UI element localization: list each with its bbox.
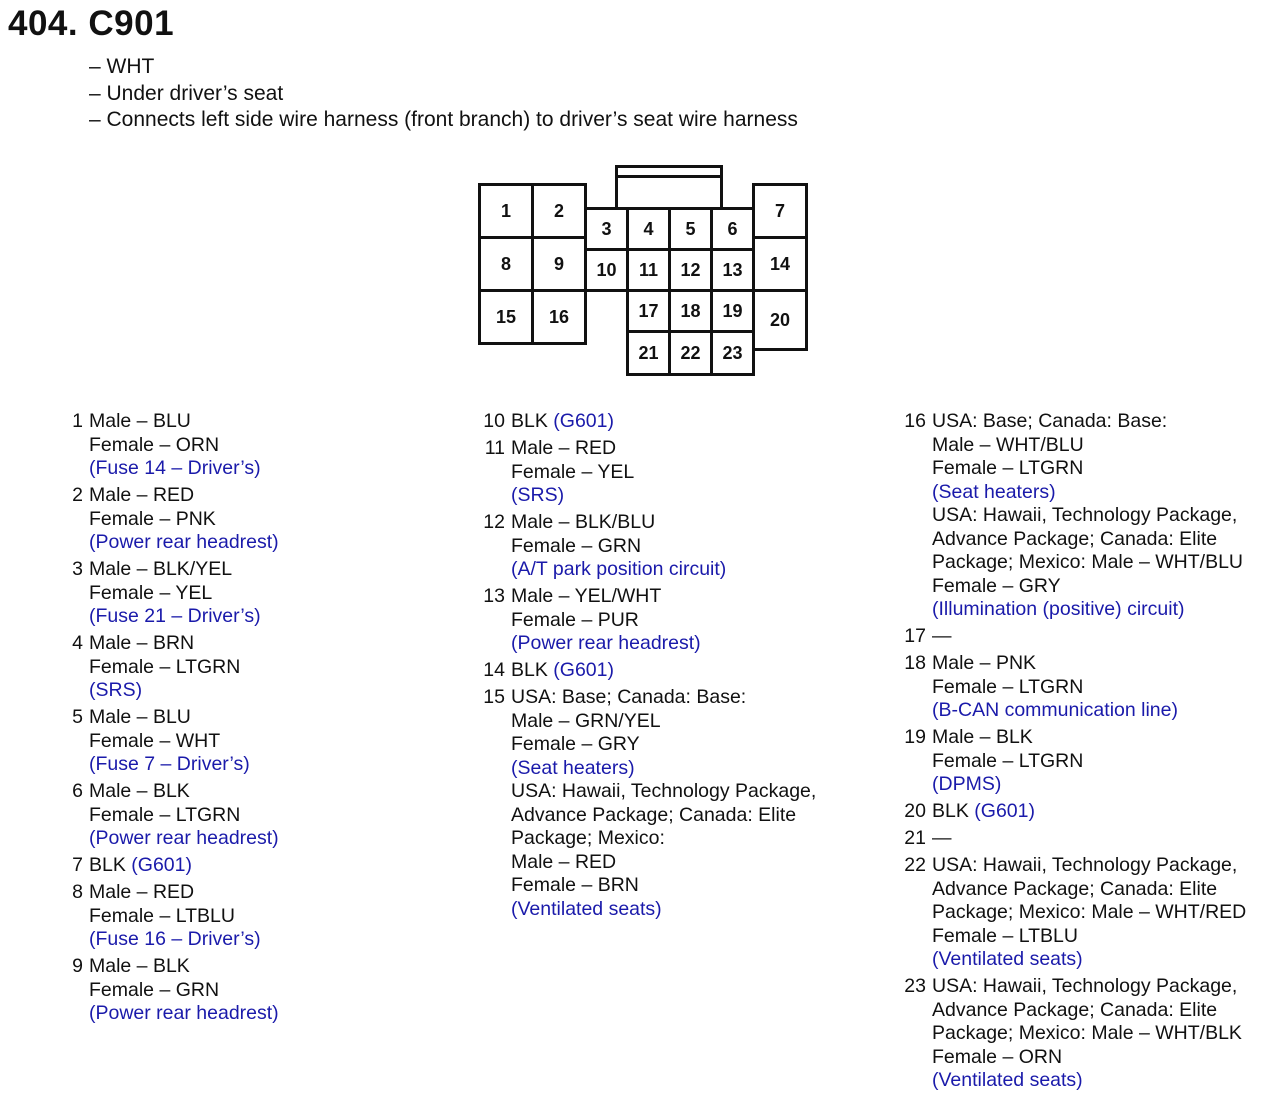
wire-color: — <box>932 827 952 849</box>
pin-entry-12 <box>474 511 816 582</box>
pin-number: 6 <box>72 780 83 802</box>
connector-latch <box>615 165 723 211</box>
wire-line: Male – RED <box>89 484 195 506</box>
wire-line: Female – GRN <box>511 534 642 557</box>
pin-entry-5 <box>62 706 279 777</box>
pin-number: 14 <box>483 659 505 681</box>
pin-number: 8 <box>72 881 83 903</box>
pin-number: 5 <box>72 706 83 728</box>
pin-description <box>89 706 250 777</box>
circuit-reference: (Seat heaters) <box>511 756 635 779</box>
wire-line: Advance Package; Canada: Elite <box>932 527 1218 550</box>
circuit-reference: (Ventilated seats) <box>932 1069 1083 1091</box>
circuit-reference: (Power rear headrest) <box>89 1002 279 1024</box>
wire-line: Female – ORN <box>89 433 220 456</box>
pin-cell-14: 14 <box>752 236 808 292</box>
wire-line: Male – BRN <box>89 632 195 654</box>
wire-line: Male – BLK/YEL <box>89 558 233 580</box>
pin-description <box>89 881 261 952</box>
wire-line: Male – GRN/YEL <box>511 709 661 732</box>
pin-cell-22: 22 <box>668 330 713 376</box>
detail-connects: – Connects left side wire harness (front branch) to driver’s seat wire harness <box>89 108 798 131</box>
pin-entry-4 <box>62 632 279 703</box>
pin-list-right <box>895 410 1246 1096</box>
wire-line: Female – LTGRN <box>89 655 241 678</box>
page-title <box>8 4 174 44</box>
wire-line: USA: Hawaii, Technology Package, <box>932 504 1238 526</box>
pin-entry-21 <box>895 827 1246 851</box>
detail-color: – WHT <box>89 55 155 78</box>
pin-number: 22 <box>904 854 926 876</box>
wire-color: BLK <box>89 854 126 876</box>
wire-line: Female – PNK <box>89 507 216 530</box>
wire-line: Female – ORN <box>932 1045 1063 1068</box>
pin-cell-6: 6 <box>710 207 755 251</box>
pin-cell-3: 3 <box>584 207 629 251</box>
pin-description <box>932 410 1243 622</box>
wire-color: BLK <box>511 410 548 432</box>
wire-line: Advance Package; Canada: Elite <box>932 998 1218 1021</box>
pin-number: 12 <box>483 511 505 533</box>
circuit-reference: (DPMS) <box>932 773 1002 795</box>
wire-line: USA: Hawaii, Technology Package, <box>511 780 817 802</box>
connector-id: C901 <box>88 4 175 43</box>
pin-entry-18 <box>895 652 1246 723</box>
circuit-reference: (SRS) <box>89 679 143 701</box>
pin-cell-8: 8 <box>478 236 534 292</box>
pin-entry-9 <box>62 955 279 1026</box>
pin-entry-1 <box>62 410 279 481</box>
pin-inline-line <box>932 800 1035 824</box>
circuit-reference: (Fuse 21 – Driver’s) <box>89 605 261 627</box>
circuit-reference: (Fuse 16 – Driver’s) <box>89 928 261 950</box>
pin-cell-15: 15 <box>478 289 534 345</box>
pin-description <box>511 686 816 921</box>
circuit-reference: (Fuse 14 – Driver’s) <box>89 457 261 479</box>
pin-entry-7 <box>62 854 279 878</box>
wire-color: BLK <box>932 800 969 822</box>
circuit-reference: (Illumination (positive) circuit) <box>932 598 1185 620</box>
pin-number: 4 <box>72 632 83 654</box>
pin-entry-14 <box>474 659 816 683</box>
pin-list-middle <box>474 410 816 925</box>
pin-number: 17 <box>904 625 926 647</box>
pin-number: 1 <box>72 410 83 432</box>
pin-inline-line <box>89 854 192 878</box>
pin-inline-line <box>932 827 952 851</box>
pin-description <box>89 854 192 878</box>
connector-diagram <box>478 165 810 379</box>
pin-number: 15 <box>483 686 505 708</box>
pin-entry-23 <box>895 975 1246 1093</box>
ground-reference: (G601) <box>553 410 614 432</box>
pin-list-left <box>62 410 279 1029</box>
pin-number: 21 <box>904 827 926 849</box>
wire-line: USA: Base; Canada: Base: <box>932 410 1168 432</box>
pin-number: 7 <box>72 854 83 876</box>
wire-line: Package; Mexico: Male – WHT/BLU <box>932 551 1244 573</box>
pin-entry-13 <box>474 585 816 656</box>
pin-entry-22 <box>895 854 1246 972</box>
pin-description <box>932 854 1246 972</box>
circuit-reference: (Ventilated seats) <box>511 897 662 920</box>
wire-line: Female – GRN <box>89 978 220 1001</box>
pin-cell-1: 1 <box>478 183 534 239</box>
detail-location: – Under driver’s seat <box>89 81 284 105</box>
circuit-reference: (Power rear headrest) <box>511 632 701 654</box>
wire-line: Male – YEL/WHT <box>511 585 662 607</box>
circuit-reference: (A/T park position circuit) <box>511 558 727 580</box>
pin-cell-7: 7 <box>752 183 808 239</box>
pin-number: 23 <box>904 975 926 997</box>
pin-description <box>511 437 634 508</box>
wire-line: Female – GRY <box>511 733 640 755</box>
pin-entry-8 <box>62 881 279 952</box>
pin-description <box>932 625 952 649</box>
pin-number: 13 <box>483 585 505 607</box>
circuit-reference: (SRS) <box>511 484 565 506</box>
pin-description <box>89 955 279 1026</box>
wire-line: Male – PNK <box>932 652 1037 674</box>
wire-line: Female – YEL <box>511 460 635 483</box>
circuit-reference: (Fuse 7 – Driver’s) <box>89 753 250 775</box>
pin-description <box>932 652 1178 723</box>
pin-entry-17 <box>895 625 1246 649</box>
pin-description <box>932 827 952 851</box>
circuit-reference: (Power rear headrest) <box>89 827 279 849</box>
wire-line: USA: Hawaii, Technology Package, <box>932 854 1238 876</box>
wire-line: Advance Package; Canada: Elite <box>932 877 1218 900</box>
wire-line: Male – RED <box>511 850 617 873</box>
pin-number: 3 <box>72 558 83 580</box>
pin-description <box>511 585 701 656</box>
pin-description <box>511 659 614 683</box>
pin-description <box>89 410 261 481</box>
wire-line: Package; Mexico: Male – WHT/BLK <box>932 1022 1242 1044</box>
pin-entry-10 <box>474 410 816 434</box>
wire-line: Male – BLK/BLU <box>511 511 656 533</box>
ground-reference: (G601) <box>974 800 1035 822</box>
pin-entry-11 <box>474 437 816 508</box>
circuit-reference: (B-CAN communication line) <box>932 699 1178 721</box>
pin-description <box>89 632 240 703</box>
ground-reference: (G601) <box>553 659 614 681</box>
wire-line: Male – RED <box>89 881 195 903</box>
pin-entry-20 <box>895 800 1246 824</box>
wire-line: Female – LTGRN <box>932 749 1084 772</box>
pin-entry-3 <box>62 558 279 629</box>
pin-number: 10 <box>483 410 505 432</box>
pin-cell-21: 21 <box>626 330 671 376</box>
wire-line: Package; Mexico: <box>511 827 665 849</box>
wire-line: Female – BRN <box>511 874 639 896</box>
pin-cell-13: 13 <box>710 248 755 292</box>
wire-line: Female – LTBLU <box>89 904 235 927</box>
wire-line: USA: Base; Canada: Base: <box>511 686 747 708</box>
pin-cell-10: 10 <box>584 248 629 292</box>
pin-entry-2 <box>62 484 279 555</box>
pin-cell-2: 2 <box>531 183 587 239</box>
pin-entry-19 <box>895 726 1246 797</box>
wire-color: — <box>932 625 952 647</box>
pin-cell-20: 20 <box>752 289 808 351</box>
wire-line: Male – RED <box>511 437 617 459</box>
wire-line: Package; Mexico: Male – WHT/RED <box>932 901 1247 923</box>
pin-description <box>89 558 261 629</box>
wire-line: Female – WHT <box>89 729 221 752</box>
pin-description <box>89 484 279 555</box>
wire-line: Male – BLK <box>932 726 1033 748</box>
connector-latch-line <box>618 175 720 178</box>
ground-reference: (G601) <box>131 854 192 876</box>
pin-cell-18: 18 <box>668 289 713 333</box>
pin-description <box>932 726 1083 797</box>
pin-description <box>511 410 614 434</box>
pin-description <box>511 511 726 582</box>
wire-line: USA: Hawaii, Technology Package, <box>932 975 1238 997</box>
pin-number: 18 <box>904 652 926 674</box>
pin-cell-9: 9 <box>531 236 587 292</box>
pin-description <box>89 780 279 851</box>
pin-cell-16: 16 <box>531 289 587 345</box>
pin-number: 2 <box>72 484 83 506</box>
pin-cell-23: 23 <box>710 330 755 376</box>
wire-line: Female – LTGRN <box>932 457 1084 479</box>
pin-number: 16 <box>904 410 926 432</box>
wire-line: Male – WHT/BLU <box>932 433 1084 456</box>
circuit-reference: (Ventilated seats) <box>932 948 1083 970</box>
wire-line: Male – BLU <box>89 706 191 728</box>
wire-line: Male – BLU <box>89 410 191 432</box>
pin-number: 20 <box>904 800 926 822</box>
pin-cell-11: 11 <box>626 248 671 292</box>
section-number: 404. <box>8 4 79 43</box>
pin-number: 19 <box>904 726 926 748</box>
pin-cell-4: 4 <box>626 207 671 251</box>
circuit-reference: (Power rear headrest) <box>89 531 279 553</box>
connector-details <box>89 54 798 134</box>
wire-line: Female – LTBLU <box>932 924 1078 947</box>
wire-line: Female – PUR <box>511 608 639 631</box>
wire-line: Female – LTGRN <box>932 675 1084 698</box>
pin-entry-6 <box>62 780 279 851</box>
circuit-reference: (Seat heaters) <box>932 480 1056 503</box>
pin-number: 11 <box>484 437 505 459</box>
pin-entry-16 <box>895 410 1246 622</box>
wire-line: Advance Package; Canada: Elite <box>511 803 797 826</box>
pin-cell-5: 5 <box>668 207 713 251</box>
pin-entry-15 <box>474 686 816 921</box>
pin-number: 9 <box>72 955 83 977</box>
wire-line: Male – BLK <box>89 955 190 977</box>
pin-inline-line <box>511 410 614 434</box>
pin-cell-17: 17 <box>626 289 671 333</box>
wire-line: Male – BLK <box>89 780 190 802</box>
pin-cell-12: 12 <box>668 248 713 292</box>
pin-description <box>932 800 1035 824</box>
pin-description <box>932 975 1242 1093</box>
pin-inline-line <box>932 625 952 649</box>
wire-color: BLK <box>511 659 548 681</box>
wire-line: Female – LTGRN <box>89 803 241 826</box>
pin-cell-19: 19 <box>710 289 755 333</box>
pin-inline-line <box>511 659 614 683</box>
wire-line: Female – YEL <box>89 581 213 604</box>
wire-line: Female – GRY <box>932 574 1061 597</box>
